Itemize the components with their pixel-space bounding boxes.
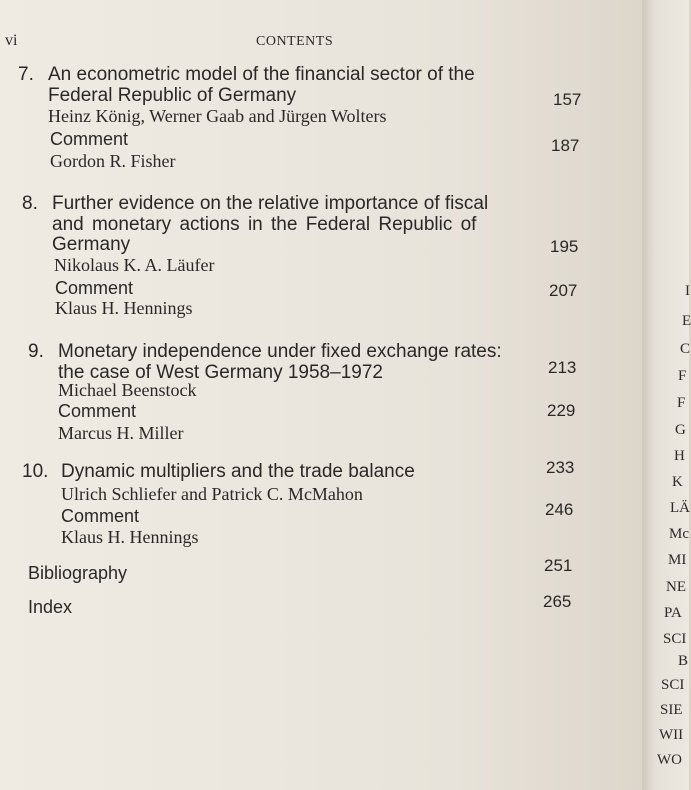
entry-authors: Ulrich Schliefer and Patrick C. McMahon xyxy=(61,484,363,504)
comment-label: Comment xyxy=(55,278,134,298)
edge-letter: H xyxy=(674,448,685,464)
comment-page: 187 xyxy=(551,136,580,155)
entry-authors: Nikolaus K. A. Läufer xyxy=(54,255,215,275)
entry-page: 233 xyxy=(546,458,575,477)
bibliography-label: Bibliography xyxy=(28,563,128,583)
edge-letter: E xyxy=(682,313,691,329)
comment-page: 246 xyxy=(545,500,574,519)
edge-letter: WII xyxy=(659,727,684,743)
facing-page-edge xyxy=(642,0,689,790)
page-number: vi xyxy=(5,32,18,49)
entry-authors: Michael Beenstock xyxy=(58,380,197,400)
entry-page: 213 xyxy=(548,358,577,377)
comment-author: Marcus H. Miller xyxy=(58,423,184,443)
entry-title-line: Federal Republic of Germany xyxy=(48,85,297,106)
edge-letter: Mc xyxy=(669,526,689,542)
edge-letter: PA xyxy=(664,605,682,621)
bibliography-page: 251 xyxy=(544,556,573,575)
edge-letter: I xyxy=(685,283,690,299)
entry-title-line: Monetary independence under fixed exchange rates: xyxy=(58,341,502,362)
edge-letter: SCI xyxy=(661,677,685,693)
edge-letter: SIE xyxy=(660,702,683,718)
page-title: CONTENTS xyxy=(256,34,334,49)
entry-page: 157 xyxy=(553,90,582,109)
edge-letter: MI xyxy=(668,552,687,568)
comment-page: 229 xyxy=(547,401,576,420)
entry-title-line: Germany xyxy=(52,234,131,255)
edge-letter: SCI xyxy=(663,631,687,647)
edge-letter: B xyxy=(678,653,689,669)
entry-number: 10. xyxy=(22,461,49,482)
comment-author: Klaus H. Hennings xyxy=(61,527,199,547)
entry-title-line: the case of West Germany 1958–1972 xyxy=(58,362,383,383)
edge-letter: F xyxy=(678,368,687,384)
comment-page: 207 xyxy=(549,281,578,300)
comment-author: Klaus H. Hennings xyxy=(55,298,193,318)
comment-label: Comment xyxy=(58,401,137,421)
edge-letter: LÄ xyxy=(670,500,690,516)
comment-label: Comment xyxy=(50,129,129,149)
entry-number: 9. xyxy=(28,341,44,362)
entry-title-line: An econometric model of the financial sector of the xyxy=(48,64,475,85)
entry-title-line: Dynamic multipliers and the trade balance xyxy=(61,461,415,482)
edge-letter: WO xyxy=(657,752,682,768)
edge-letter: G xyxy=(675,422,686,438)
index-page: 265 xyxy=(543,592,572,611)
entry-authors: Heinz König, Werner Gaab and Jürgen Wolters xyxy=(48,106,387,126)
index-label: Index xyxy=(28,597,73,617)
entry-page: 195 xyxy=(550,237,579,256)
edge-letter: C xyxy=(680,341,691,357)
edge-letter: F xyxy=(677,395,686,411)
entry-number: 8. xyxy=(22,193,38,214)
entry-title-line: and monetary actions in the Federal Republic of xyxy=(52,214,477,235)
edge-letter: NE xyxy=(666,579,686,595)
entry-title-line: Further evidence on the relative importance of fiscal xyxy=(52,193,489,214)
edge-letter: K xyxy=(672,474,683,490)
comment-author: Gordon R. Fisher xyxy=(50,151,176,171)
entry-number: 7. xyxy=(18,64,34,85)
comment-label: Comment xyxy=(61,506,140,526)
